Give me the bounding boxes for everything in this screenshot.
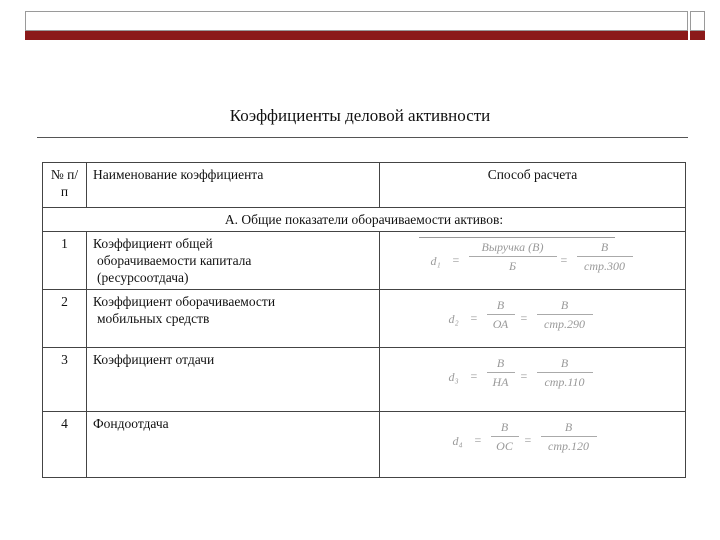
fraction-numerator: В	[500, 420, 509, 434]
fraction-denominator: стр.290	[544, 317, 585, 331]
formula	[413, 419, 653, 457]
slide-title: Коэффициенты деловой активности	[229, 106, 491, 125]
table-row	[43, 232, 686, 290]
header-corner-box	[690, 11, 705, 31]
formula-fraction	[541, 419, 597, 454]
table-row	[43, 290, 686, 348]
formula-equals: =	[470, 369, 478, 383]
fraction-denominator: НА	[492, 375, 509, 389]
formula-overline	[419, 237, 615, 238]
formula	[413, 239, 653, 277]
fraction-bar	[577, 256, 633, 257]
fraction-numerator: В	[496, 298, 505, 312]
header-num: № п/п	[43, 163, 87, 208]
formula-lhs: d₂	[448, 312, 459, 326]
formula-equals: =	[520, 369, 528, 383]
formula-fraction	[487, 355, 515, 390]
formula-fraction	[537, 355, 593, 390]
row-name-line: (ресурсоотдача)	[97, 270, 189, 285]
formula-fraction	[491, 419, 519, 454]
row-name-line: Коэффициент общей	[93, 236, 213, 251]
fraction-numerator: В	[564, 420, 573, 434]
formula-equals: =	[560, 253, 568, 267]
header-corner-accent	[690, 31, 705, 40]
fraction-numerator: Выручка (В)	[481, 240, 544, 254]
formula-fraction	[537, 297, 593, 332]
formula-equals: =	[474, 433, 482, 447]
section-title: А. Общие показатели оборачиваемости активов:	[43, 208, 686, 232]
title-divider	[37, 137, 688, 138]
formula-equals: =	[470, 311, 478, 325]
fraction-numerator: В	[496, 356, 505, 370]
fraction-numerator: В	[600, 240, 609, 254]
fraction-denominator: ОА	[492, 317, 509, 331]
formula-lhs: d₁	[430, 254, 441, 268]
row-formula-cell	[380, 232, 686, 290]
fraction-bar	[491, 436, 519, 437]
row-name-line: оборачиваемости капитала	[97, 253, 252, 268]
formula	[413, 355, 653, 393]
fraction-denominator: стр.300	[584, 259, 625, 273]
fraction-bar	[541, 436, 597, 437]
formula-lhs: d₄	[452, 434, 463, 448]
table-row	[43, 412, 686, 478]
formula-fraction	[577, 239, 633, 274]
fraction-denominator: Б	[508, 259, 517, 273]
table-header-row	[43, 163, 686, 208]
formula-equals: =	[452, 253, 460, 267]
formula-equals: =	[524, 433, 532, 447]
row-name-line: мобильных средств	[97, 311, 210, 326]
row-name	[87, 290, 380, 348]
fraction-bar	[487, 314, 515, 315]
header-band-accent	[25, 31, 688, 40]
formula	[413, 297, 653, 335]
row-name-line: Коэффициент оборачиваемости	[93, 294, 276, 309]
row-name-line: Коэффициент отдачи	[93, 352, 215, 367]
row-name	[87, 232, 380, 290]
header-name: Наименование коэффициента	[87, 163, 380, 208]
row-num: 4	[43, 412, 87, 478]
formula-fraction	[487, 297, 515, 332]
coefficients-table	[42, 162, 686, 478]
fraction-bar	[537, 314, 593, 315]
fraction-numerator: В	[560, 356, 569, 370]
fraction-bar	[537, 372, 593, 373]
fraction-denominator: ОС	[496, 439, 513, 453]
fraction-bar	[469, 256, 557, 257]
fraction-bar	[487, 372, 515, 373]
section-row	[43, 208, 686, 232]
row-formula-cell	[380, 412, 686, 478]
header-band-outline	[25, 11, 688, 31]
row-num: 3	[43, 348, 87, 412]
formula-lhs: d₃	[448, 370, 459, 384]
formula-equals: =	[520, 311, 528, 325]
header-method: Способ расчета	[380, 163, 686, 208]
row-name	[87, 348, 380, 412]
row-num: 2	[43, 290, 87, 348]
row-formula-cell	[380, 348, 686, 412]
row-formula-cell	[380, 290, 686, 348]
row-name-line: Фондоотдача	[93, 416, 169, 431]
row-name	[87, 412, 380, 478]
fraction-numerator: В	[560, 298, 569, 312]
fraction-denominator: стр.110	[544, 375, 585, 389]
fraction-denominator: стр.120	[548, 439, 589, 453]
formula-fraction	[469, 239, 557, 274]
table-row	[43, 348, 686, 412]
row-num: 1	[43, 232, 87, 290]
